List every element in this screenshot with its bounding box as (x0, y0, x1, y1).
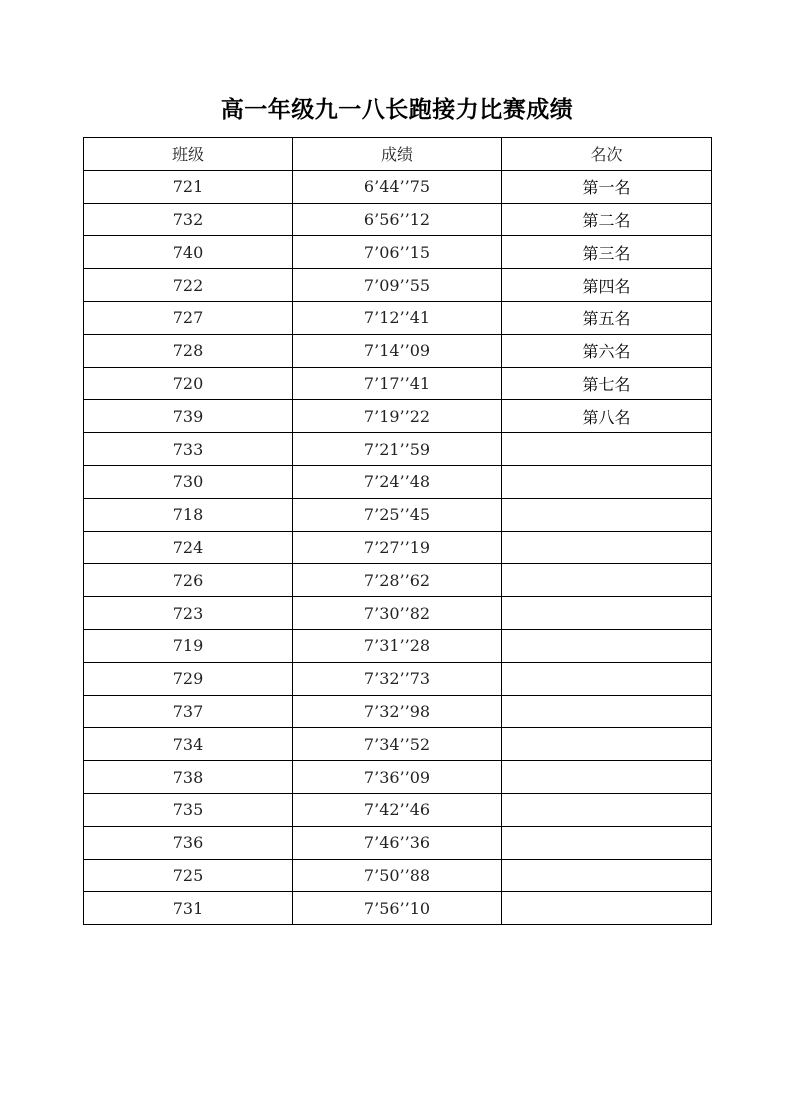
class-cell: 723 (84, 597, 293, 630)
table-row (84, 826, 712, 859)
time-cell: 7’24’’48 (293, 465, 502, 498)
class-cell: 738 (84, 761, 293, 794)
time-cell: 7’31’’28 (293, 629, 502, 662)
class-cell: 736 (84, 826, 293, 859)
header-rank: 名次 (502, 138, 712, 171)
table-row (84, 793, 712, 826)
time-cell: 7’12’’41 (293, 301, 502, 334)
time-cell: 7’25’’45 (293, 498, 502, 531)
table-row (84, 564, 712, 597)
class-cell: 724 (84, 531, 293, 564)
table-row (84, 334, 712, 367)
rank-cell (502, 859, 712, 892)
table-row (84, 892, 712, 925)
time-cell: 7’46’’36 (293, 826, 502, 859)
time-cell: 7’28’’62 (293, 564, 502, 597)
table-header (84, 138, 712, 171)
time-cell: 7’34’’52 (293, 728, 502, 761)
class-cell: 722 (84, 269, 293, 302)
results-table (83, 137, 712, 925)
class-cell: 740 (84, 236, 293, 269)
rank-cell: 第一名 (502, 170, 712, 203)
class-cell: 727 (84, 301, 293, 334)
table-row (84, 531, 712, 564)
class-cell: 731 (84, 892, 293, 925)
time-cell: 6’56’’12 (293, 203, 502, 236)
class-cell: 725 (84, 859, 293, 892)
time-cell: 7’21’’59 (293, 433, 502, 466)
rank-cell: 第三名 (502, 236, 712, 269)
rank-cell: 第六名 (502, 334, 712, 367)
table-row (84, 465, 712, 498)
class-cell: 730 (84, 465, 293, 498)
class-cell: 728 (84, 334, 293, 367)
rank-cell: 第五名 (502, 301, 712, 334)
rank-cell (502, 892, 712, 925)
time-cell: 7’27’’19 (293, 531, 502, 564)
class-cell: 737 (84, 695, 293, 728)
table-row (84, 301, 712, 334)
time-cell: 7’50’’88 (293, 859, 502, 892)
rank-cell (502, 498, 712, 531)
header-row (84, 138, 712, 171)
time-cell: 7’32’’73 (293, 662, 502, 695)
time-cell: 7’17’’41 (293, 367, 502, 400)
rank-cell (502, 597, 712, 630)
rank-cell (502, 826, 712, 859)
rank-cell (502, 695, 712, 728)
class-cell: 720 (84, 367, 293, 400)
class-cell: 719 (84, 629, 293, 662)
class-cell: 735 (84, 793, 293, 826)
rank-cell: 第七名 (502, 367, 712, 400)
page-title: 高一年级九一八长跑接力比赛成绩 (220, 97, 574, 123)
class-cell: 721 (84, 170, 293, 203)
time-cell: 7’56’’10 (293, 892, 502, 925)
table-row (84, 236, 712, 269)
rank-cell (502, 662, 712, 695)
table-row (84, 367, 712, 400)
rank-cell: 第八名 (502, 400, 712, 433)
time-cell: 7’30’’82 (293, 597, 502, 630)
rank-cell (502, 728, 712, 761)
time-cell: 7’42’’46 (293, 793, 502, 826)
rank-cell (502, 629, 712, 662)
class-cell: 732 (84, 203, 293, 236)
table-row (84, 761, 712, 794)
time-cell: 7’19’’22 (293, 400, 502, 433)
class-cell: 726 (84, 564, 293, 597)
table-row (84, 695, 712, 728)
table-row (84, 269, 712, 302)
table-row (84, 859, 712, 892)
time-cell: 7’09’’55 (293, 269, 502, 302)
rank-cell (502, 793, 712, 826)
class-cell: 739 (84, 400, 293, 433)
table-row (84, 662, 712, 695)
table-row (84, 170, 712, 203)
rank-cell (502, 465, 712, 498)
class-cell: 718 (84, 498, 293, 531)
table-row (84, 400, 712, 433)
rank-cell: 第四名 (502, 269, 712, 302)
time-cell: 7’06’’15 (293, 236, 502, 269)
table-row (84, 498, 712, 531)
table-row (84, 433, 712, 466)
rank-cell (502, 433, 712, 466)
rank-cell: 第二名 (502, 203, 712, 236)
table-body (84, 170, 712, 924)
rank-cell (502, 531, 712, 564)
time-cell: 7’32’’98 (293, 695, 502, 728)
table-row (84, 728, 712, 761)
header-class: 班级 (84, 138, 293, 171)
rank-cell (502, 564, 712, 597)
table-row (84, 597, 712, 630)
time-cell: 6’44’’75 (293, 170, 502, 203)
class-cell: 734 (84, 728, 293, 761)
header-time: 成绩 (293, 138, 502, 171)
table-row (84, 629, 712, 662)
time-cell: 7’14’’09 (293, 334, 502, 367)
rank-cell (502, 761, 712, 794)
class-cell: 733 (84, 433, 293, 466)
time-cell: 7’36’’09 (293, 761, 502, 794)
class-cell: 729 (84, 662, 293, 695)
table-row (84, 203, 712, 236)
